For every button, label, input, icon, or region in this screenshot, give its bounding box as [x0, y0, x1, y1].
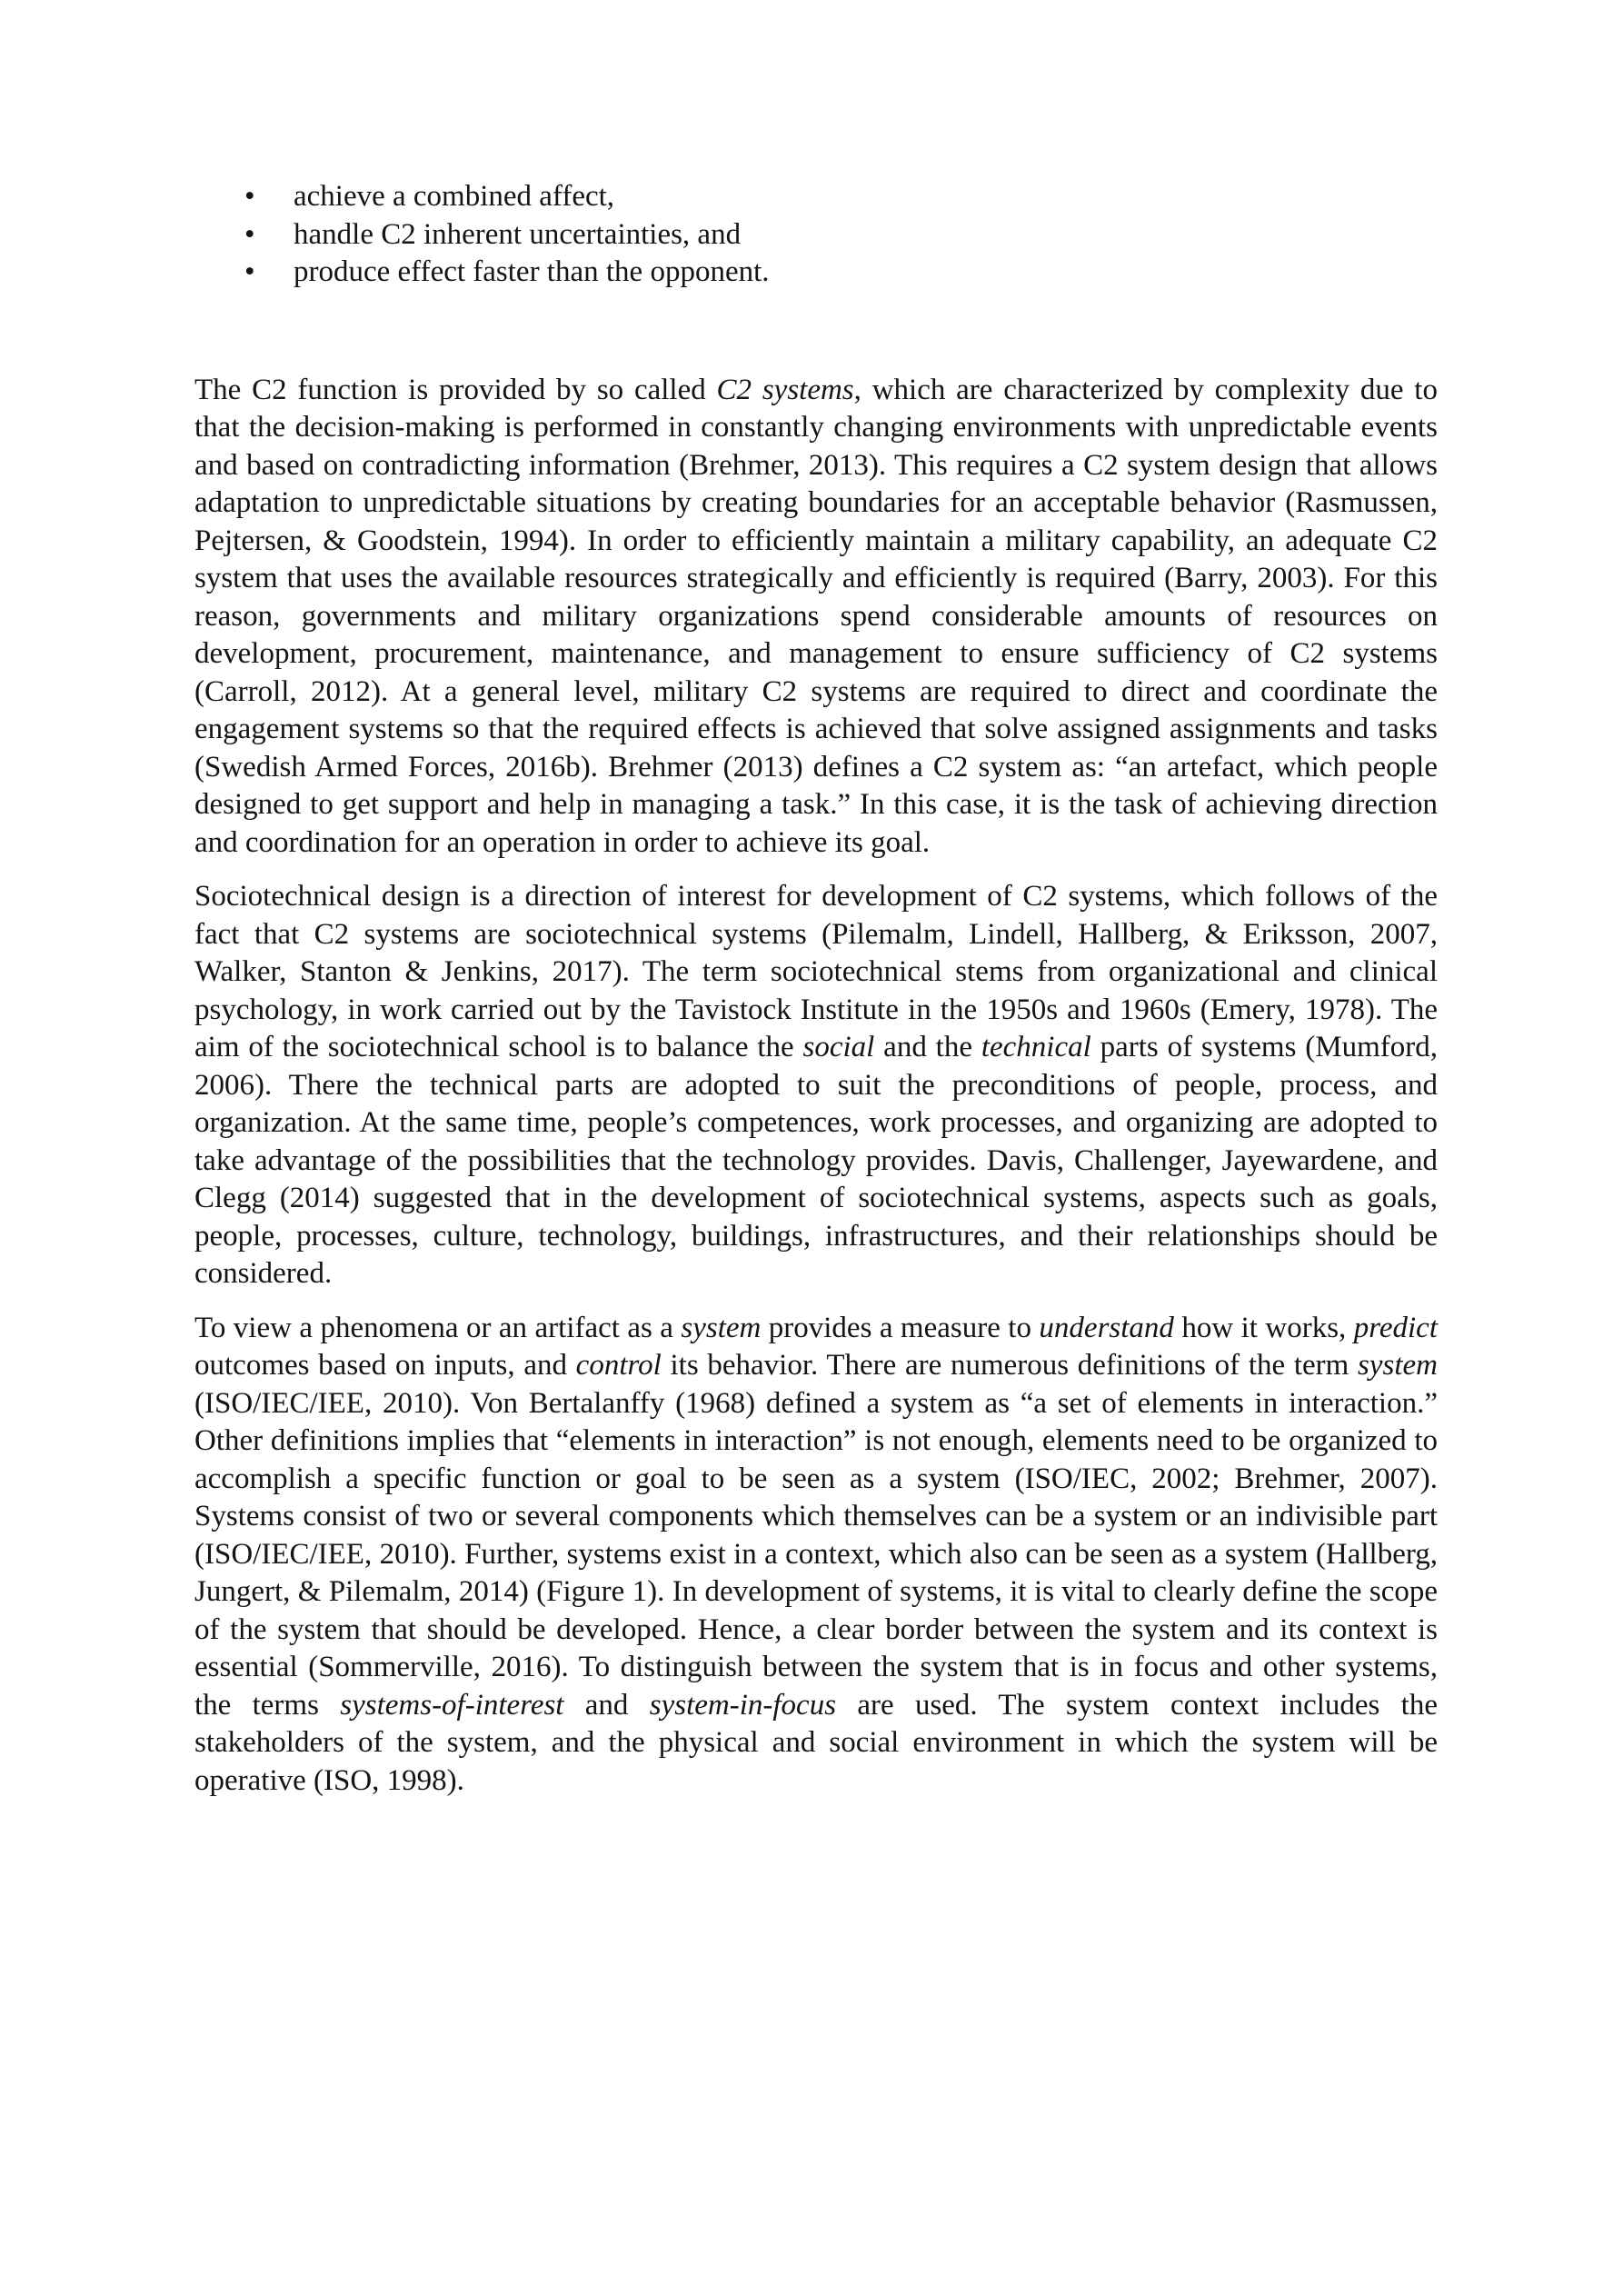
text-run: parts of systems (Mumford, 2006). There the technical parts are adopted to suit the preconditions of people, process, and organization. At the same time, people’s competences, work processes, and organizing are adopted to take advantage of the possibilities that the technology provides. Davis, Challenger, Jayewardene, and Clegg (2014) suggested that in the development of sociotechnical systems, aspects such as goals, people, processes, culture, technology, buildings, infrastructures, and their relationships should be considered. — [194, 1031, 1438, 1290]
text-run: how it works, — [1173, 1311, 1354, 1344]
italic-term: predict — [1353, 1311, 1438, 1344]
bullet-item: • handle C2 inherent uncertainties, and — [194, 216, 1438, 255]
text-run: Sociotechnical design is a direction of interest for development of C2 systems, which follows of the fact that C2 systems are sociotechnical systems (Pilemalm, Lindell, Hallberg, & Eriksson, 2007, Walker, Stanton & Jenkins, 2017). The term sociotechnical stems from organizational and clinical psychology, in work carried out by the Tavistock Institute in the 1950s and 1960s (Emery, 1978). The aim of the sociotechnical school is to balance the — [194, 880, 1438, 1063]
paragraph-system-definition — [194, 1310, 1438, 1801]
paragraph-c2-systems — [194, 372, 1438, 863]
bullet-item: • produce effect faster than the opponent. — [194, 254, 1438, 292]
text-run: The C2 function is provided by so called — [194, 373, 717, 406]
text-run: provides a measure to — [761, 1311, 1040, 1344]
text-run: To view a phenomena or an artifact as a — [194, 1311, 682, 1344]
italic-term: technical — [981, 1031, 1091, 1063]
bullet-item: • achieve a combined affect, — [194, 178, 1438, 216]
text-run: are used. The system context includes the stakeholders of the system, and the physical and social environment in which the system will be operative (ISO, 1998). — [194, 1688, 1438, 1797]
document-page — [194, 178, 1438, 1816]
text-run: (ISO/IEC/IEE, 2010). Von Bertalanffy (1968) defined a system as “a set of elements in interaction.” Other definitions implies that “elements in interaction” is not enough, elements need to be organized to accomplish a specific function or goal to be seen as a system (ISO/IEC, 2002; Brehmer, 2007). Systems consist of two or several components which themselves can be a system or an indivisible part (ISO/IEC/IEE, 2010). Further, systems exist in a context, which also can be seen as a system (Hallberg, Jungert, & Pilemalm, 2014) (Figure 1). In development of systems, it is vital to clearly define the scope of the system that should be developed. Hence, a clear border between the system and its context is essential (Sommerville, 2016). To distinguish between the system that is in focus and other systems, the terms — [194, 1386, 1438, 1722]
italic-term: understand — [1039, 1311, 1174, 1344]
italic-term: social — [802, 1031, 875, 1063]
text-run: , which are characterized by complexity due to that the decision-making is performed in constantly changing environments with unpredictable events and based on contradicting information (Brehmer, 2013). This requires a C2 system design that allows adaptation to unpredictable situations by creating boundaries for an acceptable behavior (Rasmussen, Pejtersen, & Goodstein, 1994). In order to efficiently maintain a military capability, an adequate C2 system that uses the available resources strategically and efficiently is required (Barry, 2003). For this reason, governments and military organizations spend considerable amounts of resources on development, procurement, maintenance, and management to ensure sufficiency of C2 systems (Carroll, 2012). At a general level, military C2 systems are required to direct and coordinate the engagement systems so that the required effects is achieved that solve assigned assignments and tasks (Swedish Armed Forces, 2016b). Brehmer (2013) defines a C2 system as: “an artefact, which people designed to get support and help in managing a task.” In this case, it is the task of achieving direction and coordination for an operation in order to achieve its goal. — [194, 373, 1438, 859]
text-run: its behavior. There are numerous definitions of the term — [661, 1349, 1359, 1382]
italic-term: system — [681, 1311, 762, 1344]
italic-term: C2 systems — [716, 373, 854, 406]
text-run: and — [563, 1688, 650, 1722]
bullet-list — [194, 178, 1438, 292]
italic-term: control — [575, 1349, 662, 1382]
text-run: and the — [874, 1031, 981, 1063]
italic-term: systems-of-interest — [340, 1688, 564, 1722]
italic-term: system-in-focus — [649, 1688, 837, 1722]
italic-term: system — [1358, 1349, 1438, 1382]
text-run: outcomes based on inputs, and — [194, 1349, 576, 1382]
paragraph-sociotechnical-design — [194, 878, 1438, 1293]
